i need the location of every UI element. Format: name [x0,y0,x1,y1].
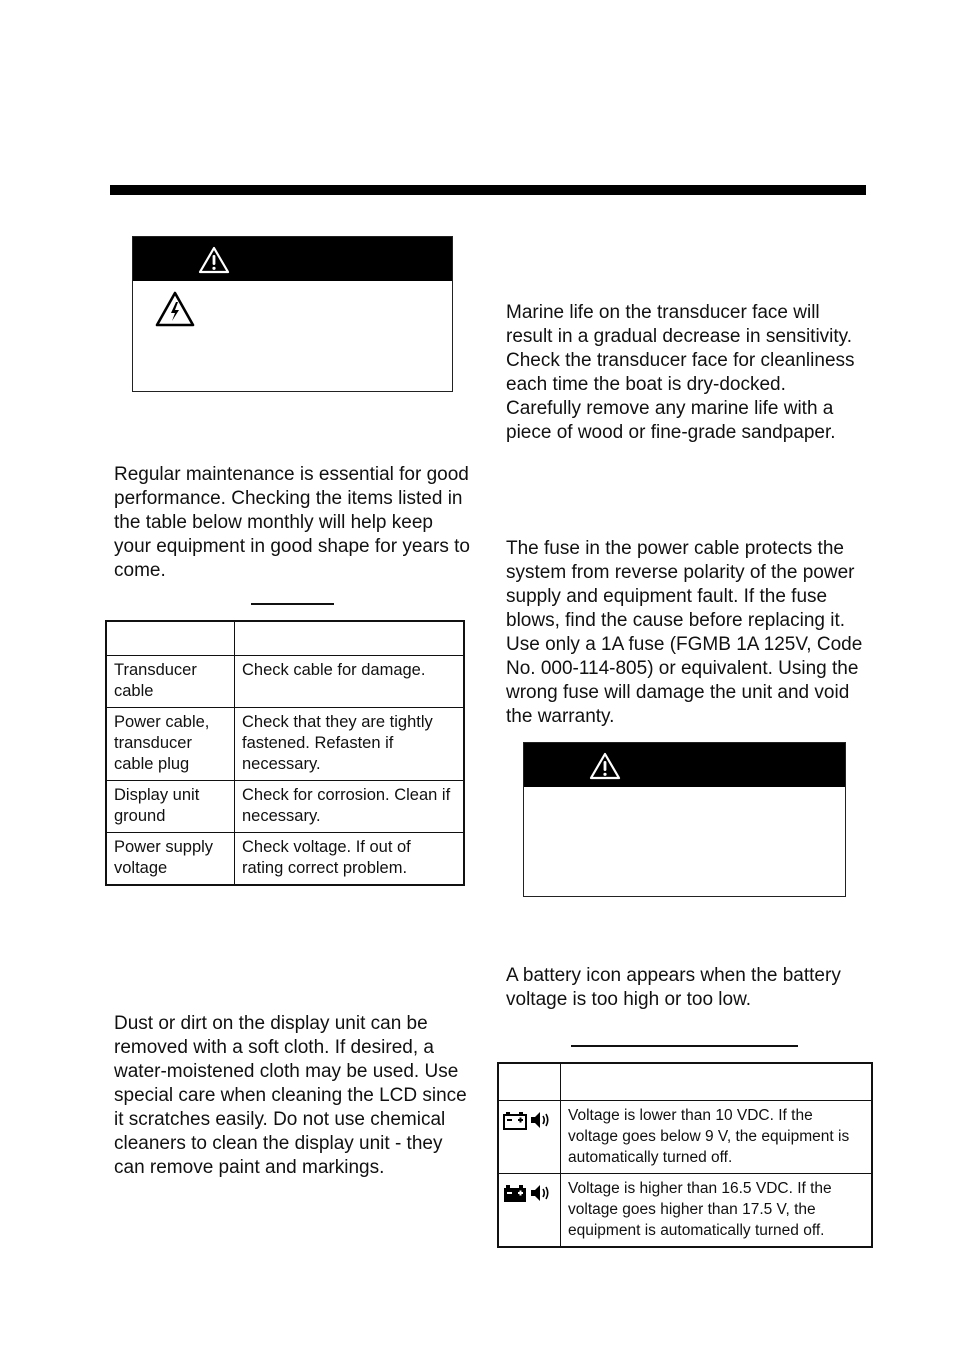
icon-cell [498,1101,561,1174]
battery-text: A battery icon appears when the battery voltage is too high or too low. [506,965,841,1010]
fuse-text: The fuse in the power cable protects the system from reverse polarity of the power supply and equipment fault. If the fuse blows, find the cause before replacing it. Use only a 1A fuse (FGMB 1A 125V, Code No. 000-114-805) or equivalent. Using the wrong fuse will damage the unit and void the warranty. [506,538,863,727]
speaker-icon [529,1182,551,1204]
table-row [106,656,464,708]
action-cell: Check cable for damage. [235,656,465,708]
item-cell: Display unit ground [106,781,235,833]
warning-triangle-icon [589,752,621,780]
action-cell: Check for corrosion. Clean if necessary. [235,781,465,833]
chapter-rule [110,185,866,195]
warning-triangle-icon [198,246,230,274]
transducer-text: Marine life on the transducer face will result in a gradual decrease in sensitivity. Check the transducer face for cleanliness each time the boat is dry-docked. Carefully remove any marine life with a piece of wood or fine-grade sandpaper. [506,302,855,443]
table-title-rule [251,603,334,605]
battery-low-icon [503,1110,527,1130]
item-cell: Power supply voltage [106,833,235,886]
warning-header-bar [524,743,845,787]
table-row [498,1101,872,1174]
meaning-cell: Voltage is lower than 10 VDC. If the voltage goes below 9 V, the equipment is automatically turned off. [561,1101,873,1174]
cleaning-text: Dust or dirt on the display unit can be removed with a soft cloth. If desired, a water-moistened cloth may be used. Use special care when cleaning the LCD since it scratches easily. Do not use chemical cleaners to clean the display unit - they can remove paint and markings. [114,1013,467,1178]
icon-cell [498,1174,561,1248]
table-row [106,708,464,781]
header-cell [235,621,465,656]
header-cell [106,621,235,656]
table-row [498,1174,872,1248]
table-title-rule [571,1045,798,1047]
warning-box-fuse [523,742,846,897]
table-header-row [498,1063,872,1101]
header-cell [498,1063,561,1101]
action-cell: Check that they are tightly fastened. Refasten if necessary. [235,708,465,781]
header-cell [561,1063,873,1101]
item-cell: Transducer cable [106,656,235,708]
battery-icon-table [497,1062,873,1248]
action-cell: Check voltage. If out of rating correct problem. [235,833,465,886]
table-row [106,781,464,833]
electric-shock-icon [155,291,195,327]
table-header-row [106,621,464,656]
maintenance-intro: Regular maintenance is essential for good performance. Checking the items listed in the table below monthly will help keep your equipment in good shape for years to come. [114,464,470,581]
warning-box-shock [132,236,453,392]
table-row [106,833,464,886]
meaning-cell: Voltage is higher than 16.5 VDC. If the voltage goes higher than 17.5 V, the equipment is automatically turned off. [561,1174,873,1248]
battery-high-icon [503,1183,527,1203]
warning-header-bar [133,237,452,281]
item-cell: Power cable, transducer cable plug [106,708,235,781]
speaker-icon [529,1109,551,1131]
maintenance-table [105,620,465,886]
